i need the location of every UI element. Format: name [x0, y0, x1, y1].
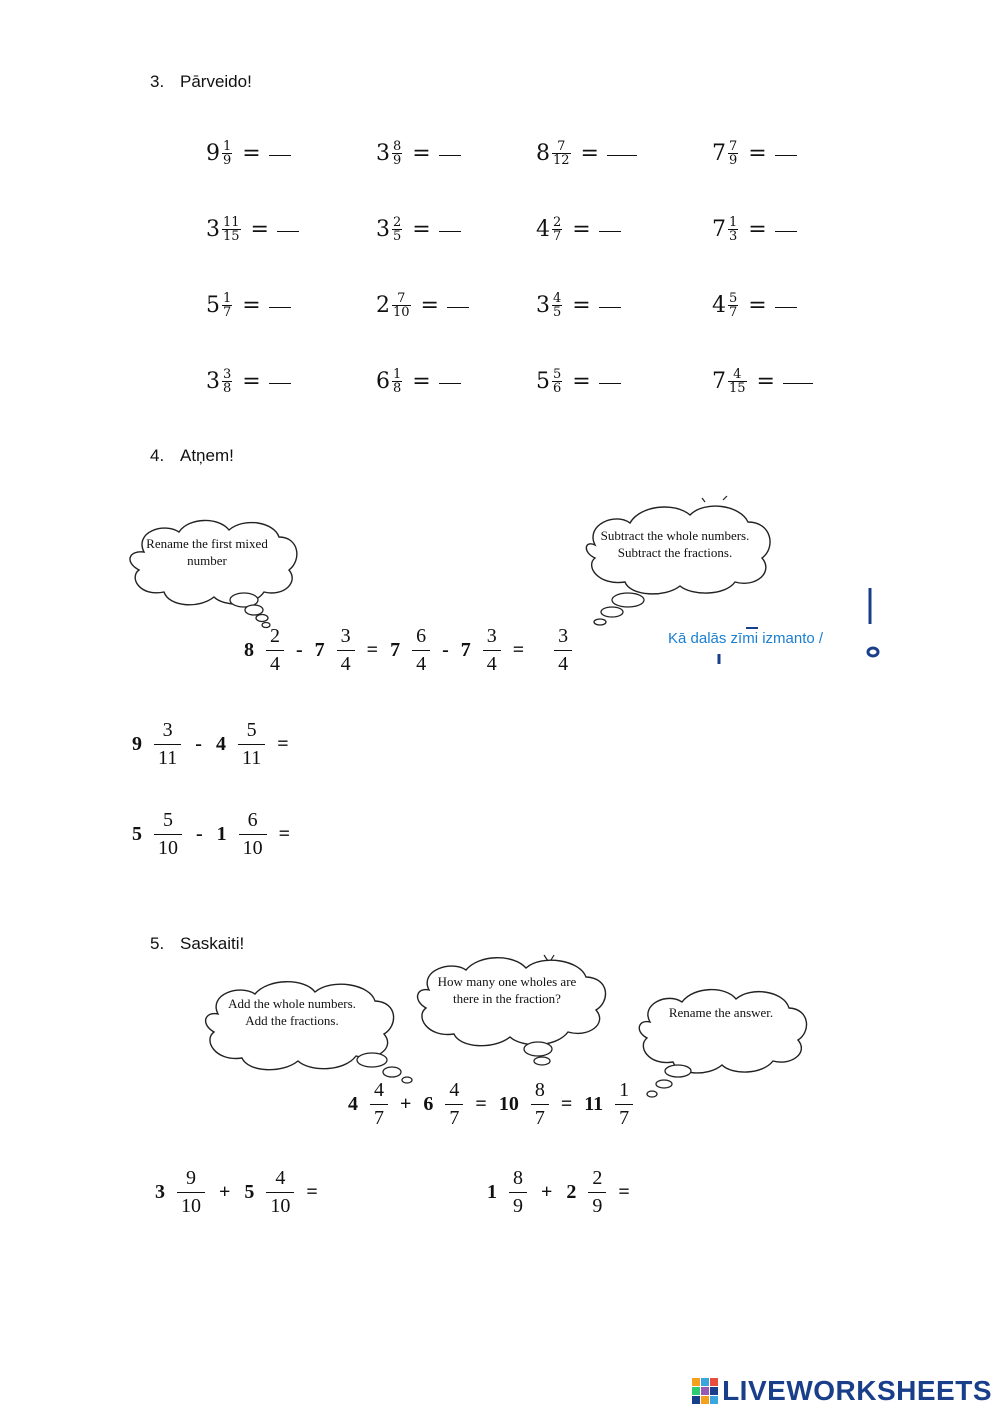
fraction	[531, 1080, 549, 1129]
operator: =	[560, 1093, 573, 1115]
whole-number: 2	[376, 293, 390, 318]
denominator: 9	[223, 153, 232, 168]
denominator: 7	[531, 1104, 549, 1129]
fraction	[392, 292, 411, 319]
fraction	[222, 292, 232, 319]
whole-number: 7	[712, 369, 726, 394]
answer-blank[interactable]	[599, 231, 621, 232]
answer-blank[interactable]	[439, 383, 461, 384]
denominator: 11	[238, 744, 265, 769]
whole-number: 4	[215, 733, 226, 755]
denominator: 8	[393, 381, 402, 396]
conversion-item	[206, 140, 291, 167]
whole-number: 7	[712, 141, 726, 166]
fraction	[509, 1168, 527, 1217]
numerator: 3	[558, 625, 569, 647]
answer-field[interactable]	[644, 1178, 704, 1208]
operator: +	[219, 1181, 231, 1203]
whole-number: 10	[498, 1093, 519, 1115]
conversion-item	[712, 216, 797, 243]
conversion-item	[536, 140, 637, 167]
whole-number: 4	[348, 1093, 358, 1115]
answer-blank[interactable]	[783, 383, 813, 384]
equals-sign: =	[306, 1181, 318, 1203]
equals-sign: =	[278, 823, 291, 845]
fraction	[392, 216, 402, 243]
section-4-heading: 4. Atņem!	[150, 446, 234, 465]
conversion-item	[536, 216, 621, 243]
denominator: 10	[239, 834, 267, 859]
section-5-heading: 5. Saskaiti!	[150, 934, 245, 953]
numerator: 3	[162, 719, 173, 741]
numerator: 6	[247, 809, 258, 831]
denominator: 3	[729, 229, 738, 244]
denominator: 10	[393, 305, 410, 320]
answer-blank[interactable]	[775, 155, 797, 156]
denominator: 12	[553, 153, 570, 168]
fraction	[222, 140, 232, 167]
cloud-text-rename-answer: Rename the answer.	[668, 1005, 774, 1020]
whole-number: 3	[376, 217, 390, 242]
conversion-item	[206, 292, 291, 319]
fraction	[238, 720, 265, 769]
numerator: 2	[393, 215, 402, 230]
conversion-item	[376, 216, 461, 243]
numerator: 2	[592, 1167, 603, 1189]
section-3-title: Pārveido!	[180, 72, 252, 91]
denominator: 7	[553, 229, 562, 244]
numerator: 1	[619, 1079, 630, 1101]
cloud-text-rename: Rename the first mixed number	[146, 536, 268, 568]
numerator: 5	[729, 291, 738, 306]
answer-blank[interactable]	[439, 231, 461, 232]
fraction	[728, 292, 738, 319]
denominator: 4	[266, 650, 284, 675]
numerator: 4	[449, 1079, 460, 1101]
numerator: 4	[553, 291, 562, 306]
equals-sign: =	[572, 293, 591, 318]
fraction	[554, 626, 572, 675]
denominator: 10	[154, 834, 182, 859]
brand-name: LIVEWORKSHEETS	[722, 1375, 992, 1406]
conversion-item	[536, 368, 621, 395]
answer-blank[interactable]	[599, 383, 621, 384]
whole-number: 9	[206, 141, 220, 166]
denominator: 8	[223, 381, 232, 396]
denominator: 4	[337, 650, 355, 675]
fraction	[552, 216, 562, 243]
fraction	[728, 140, 738, 167]
denominator: 4	[483, 650, 501, 675]
whole-number: 5	[536, 369, 550, 394]
fraction	[552, 368, 562, 395]
answer-blank[interactable]	[607, 155, 637, 156]
numerator: 11	[223, 215, 240, 230]
thought-cloud-add	[200, 976, 420, 1086]
numerator: 8	[393, 139, 402, 154]
conversion-item	[712, 368, 813, 395]
numerator: 9	[186, 1167, 196, 1189]
numerator: 7	[397, 291, 406, 306]
task-row	[155, 1168, 392, 1217]
cloud-text-add: Add the whole numbers. Add the fractions.	[228, 996, 356, 1028]
equals-sign: =	[412, 217, 431, 242]
whole-number: 4	[536, 217, 550, 242]
fraction	[370, 1080, 388, 1129]
whole-number: 4	[712, 293, 726, 318]
equals-sign: =	[748, 293, 767, 318]
equation-row	[348, 1080, 633, 1129]
thought-cloud-rename	[124, 512, 304, 632]
fraction	[412, 626, 430, 675]
numerator: 6	[416, 625, 427, 647]
whole-number: 5	[206, 293, 220, 318]
fraction	[154, 720, 181, 769]
numerator: 1	[393, 367, 402, 382]
task-row	[132, 810, 364, 859]
operator: +	[400, 1093, 412, 1115]
fraction	[615, 1080, 633, 1129]
denominator: 9	[393, 153, 402, 168]
numerator: 2	[553, 215, 562, 230]
fraction	[239, 810, 267, 859]
answer-blank[interactable]	[775, 231, 797, 232]
section-3-heading: 3. Pārveido!	[150, 72, 252, 91]
equation-row	[244, 626, 572, 675]
section-4-title: Atņem!	[180, 446, 234, 465]
denominator: 4	[554, 650, 572, 675]
numerator: 3	[486, 625, 497, 647]
fraction	[483, 626, 501, 675]
equals-sign: =	[242, 141, 261, 166]
whole-number: 3	[376, 141, 390, 166]
equals-sign: =	[412, 141, 431, 166]
whole-number: 3	[206, 369, 220, 394]
equals-sign: =	[756, 369, 775, 394]
liveworksheets-logo	[692, 1375, 992, 1407]
denominator: 10	[266, 1192, 294, 1217]
fraction	[337, 626, 355, 675]
operator: -	[442, 639, 449, 661]
conversion-item	[712, 140, 797, 167]
denominator: 7	[615, 1104, 633, 1129]
equals-sign: =	[748, 217, 767, 242]
task-row	[487, 1168, 704, 1217]
answer-field[interactable]	[304, 820, 364, 850]
section-5-title: Saskaiti!	[180, 934, 245, 953]
whole-number: 3	[536, 293, 550, 318]
whole-number: 7	[390, 639, 401, 661]
equals-sign: =	[580, 141, 599, 166]
numerator: 8	[513, 1167, 523, 1189]
whole-number: 7	[314, 639, 325, 661]
whole-number: 9	[132, 733, 142, 755]
whole-number: 3	[155, 1181, 165, 1203]
cloud-text-subtract: Subtract the whole numbers. Subtract the fractions.	[600, 528, 750, 560]
denominator: 10	[177, 1192, 205, 1217]
whole-number: 6	[376, 369, 390, 394]
equals-sign: =	[748, 141, 767, 166]
equals-sign: =	[618, 1181, 630, 1203]
answer-field[interactable]	[332, 1178, 392, 1208]
fraction	[392, 140, 402, 167]
fraction	[552, 292, 562, 319]
fraction	[266, 1168, 294, 1217]
equals-sign: =	[242, 369, 261, 394]
fraction	[222, 368, 232, 395]
conversion-item	[206, 216, 299, 243]
whole-number: 8	[244, 639, 254, 661]
operator: -	[196, 823, 203, 845]
whole-number: 5	[244, 1181, 255, 1203]
denominator: 11	[154, 744, 181, 769]
conversion-item	[376, 292, 469, 319]
denominator: 9	[588, 1192, 606, 1217]
conversion-item	[536, 292, 621, 319]
denominator: 7	[729, 305, 738, 320]
thought-cloud-wholes	[414, 952, 614, 1072]
numerator: 3	[340, 625, 351, 647]
denominator: 7	[445, 1104, 463, 1129]
whole-number: 7	[460, 639, 471, 661]
numerator: 5	[163, 809, 173, 831]
numerator: 3	[223, 367, 232, 382]
answer-blank[interactable]	[269, 155, 291, 156]
numerator: 2	[270, 625, 280, 647]
denominator: 5	[553, 305, 562, 320]
fraction	[222, 216, 241, 243]
fraction	[266, 626, 284, 675]
fraction	[728, 216, 738, 243]
equals-sign: =	[420, 293, 439, 318]
denominator: 9	[729, 153, 738, 168]
numerator: 7	[729, 139, 738, 154]
equals-sign: =	[572, 217, 591, 242]
numerator: 4	[733, 367, 742, 382]
fraction	[392, 368, 402, 395]
equals-sign: =	[277, 733, 289, 755]
whole-number: 11	[584, 1093, 604, 1115]
denominator: 7	[370, 1104, 388, 1129]
whole-number: 2	[566, 1181, 577, 1203]
overlay-marks	[710, 580, 890, 670]
numerator: 8	[534, 1079, 545, 1101]
whole-number: 7	[712, 217, 726, 242]
overlay-note: Kā dalās zīmi izmanto /	[668, 630, 824, 647]
operator: -	[296, 639, 303, 661]
numerator: 1	[729, 215, 738, 230]
fraction	[552, 140, 571, 167]
cloud-text-wholes: How many one wholes are there in the fraction?	[437, 974, 577, 1006]
conversion-item	[376, 368, 461, 395]
answer-blank[interactable]	[439, 155, 461, 156]
numerator: 1	[223, 291, 232, 306]
whole-number: 6	[423, 1093, 434, 1115]
task-row	[132, 720, 363, 769]
equals-sign: =	[242, 293, 261, 318]
numerator: 7	[557, 139, 566, 154]
answer-blank[interactable]	[447, 307, 469, 308]
answer-blank[interactable]	[269, 307, 291, 308]
conversion-item	[376, 140, 461, 167]
fraction	[177, 1168, 205, 1217]
answer-blank[interactable]	[599, 307, 621, 308]
fraction	[728, 368, 747, 395]
answer-field[interactable]	[303, 730, 363, 760]
denominator: 4	[412, 650, 430, 675]
whole-number: 3	[206, 217, 220, 242]
denominator: 7	[223, 305, 232, 320]
conversion-item	[206, 368, 291, 395]
numerator: 1	[223, 139, 232, 154]
equals-sign: =	[250, 217, 269, 242]
fraction	[445, 1080, 463, 1129]
fraction	[588, 1168, 606, 1217]
whole-number: 5	[132, 823, 142, 845]
equals-sign: =	[572, 369, 591, 394]
denominator: 15	[223, 229, 240, 244]
whole-number: 8	[536, 141, 550, 166]
numerator: 4	[275, 1167, 286, 1189]
fraction	[154, 810, 182, 859]
whole-number: 1	[216, 823, 227, 845]
answer-blank[interactable]	[277, 231, 299, 232]
operator: -	[195, 733, 202, 755]
numerator: 4	[374, 1079, 384, 1101]
whole-number: 1	[487, 1181, 497, 1203]
denominator: 6	[553, 381, 562, 396]
thought-cloud-rename-answer	[636, 982, 816, 1107]
answer-blank[interactable]	[775, 307, 797, 308]
answer-blank[interactable]	[269, 383, 291, 384]
liveworksheets-badge-icon	[692, 1378, 718, 1404]
operator: =	[366, 639, 379, 661]
numerator: 5	[246, 719, 257, 741]
denominator: 5	[393, 229, 402, 244]
operator: +	[541, 1181, 553, 1203]
operator: =	[475, 1093, 487, 1115]
denominator: 15	[729, 381, 746, 396]
equals-sign: =	[412, 369, 431, 394]
conversion-item	[712, 292, 797, 319]
numerator: 5	[553, 367, 562, 382]
denominator: 9	[509, 1192, 527, 1217]
operator: =	[512, 639, 525, 661]
